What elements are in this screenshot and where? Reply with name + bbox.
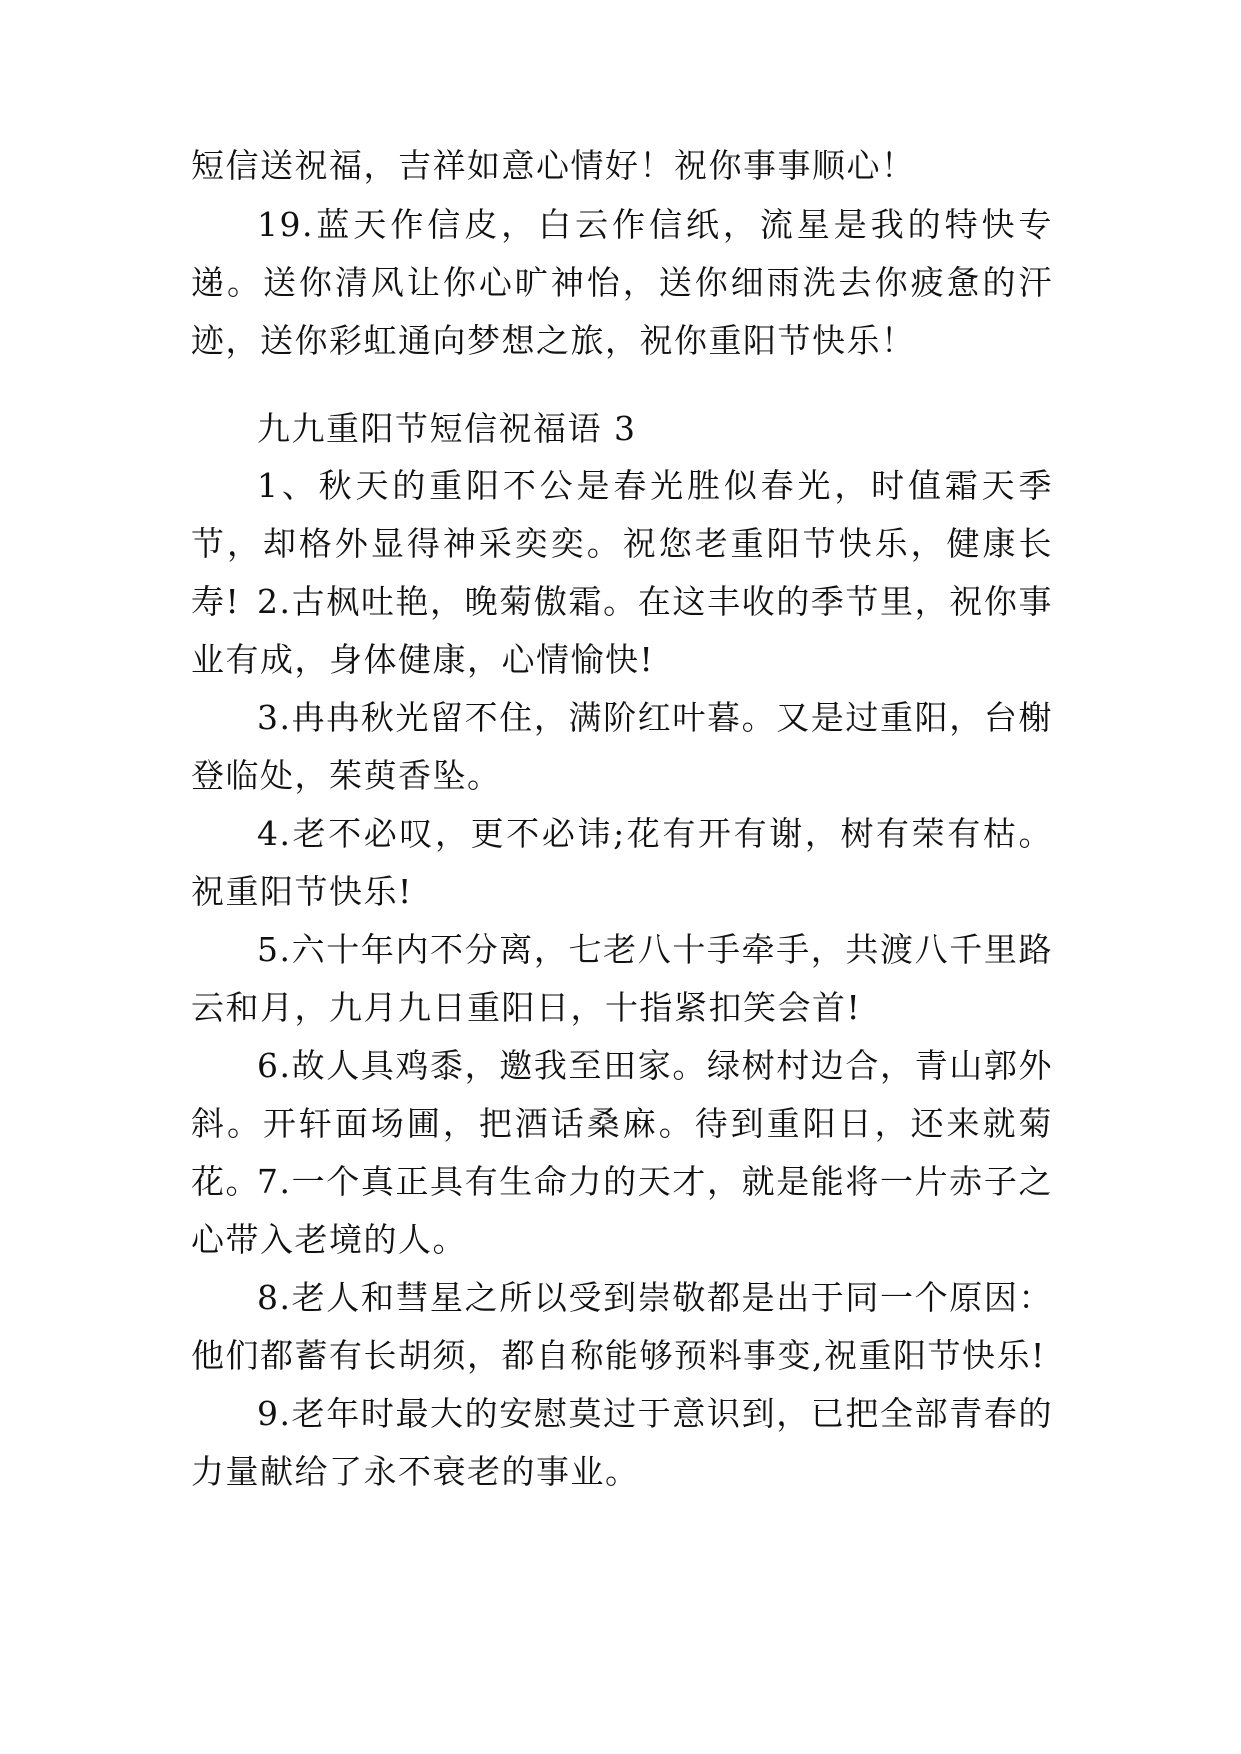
section-title: 九九重阳节短信祝福语 3 [257, 409, 637, 448]
blessing-item-8: 8.老人和彗星之所以受到崇敬都是出于同一个原因：他们都蓄有长胡须，都自称能够预料事变,祝重阳节快乐! [191, 1278, 1053, 1375]
blessing-item-6: 6.故人具鸡黍，邀我至田家。绿树村边合，青山郭外斜。开轩面场圃，把酒话桑麻。待到重阳日，还来就菊花。 [191, 1046, 1053, 1201]
blessing-item-9: 9.老年时最大的安慰莫过于意识到，已把全部青春的力量献给了永不衰老的事业。 [191, 1394, 1053, 1491]
blessing-item-1: 1、秋天的重阳不公是春光胜似春光，时值霜天季节，却格外显得神采奕奕。祝您老重阳节快乐，健康长寿! [191, 466, 1053, 621]
blessing-item-5: 5.六十年内不分离，七老八十手牵手，共渡八千里路云和月，九月九日重阳日，十指紧扣笑会首! [191, 930, 1053, 1027]
intro-continuation-paragraph: 短信送祝福，吉祥如意心情好！祝你事事顺心！ [191, 146, 916, 185]
blessing-item-3: 3.冉冉秋光留不住，满阶红叶暮。又是过重阳，台榭登临处，茱萸香坠。 [191, 698, 1053, 795]
blessing-item-4: 4.老不必叹，更不必讳;花有开有谢，树有荣有枯。祝重阳节快乐! [191, 814, 1053, 911]
blessing-item-7: 7.一个真正具有生命力的天才，就是能将一片赤子之心带入老境的人。 [191, 1162, 1053, 1259]
blessing-item-2: 2.古枫吐艳，晚菊傲霜。在这丰收的季节里，祝你事业有成，身体健康，心情愉快! [191, 582, 1053, 679]
blessing-item-19: 19.蓝天作信皮，白云作信纸，流星是我的特快专递。送你清风让你心旷神怡，送你细雨洗去你疲惫的汗迹，送你彩虹通向梦想之旅，祝你重阳节快乐！ [191, 205, 1053, 360]
